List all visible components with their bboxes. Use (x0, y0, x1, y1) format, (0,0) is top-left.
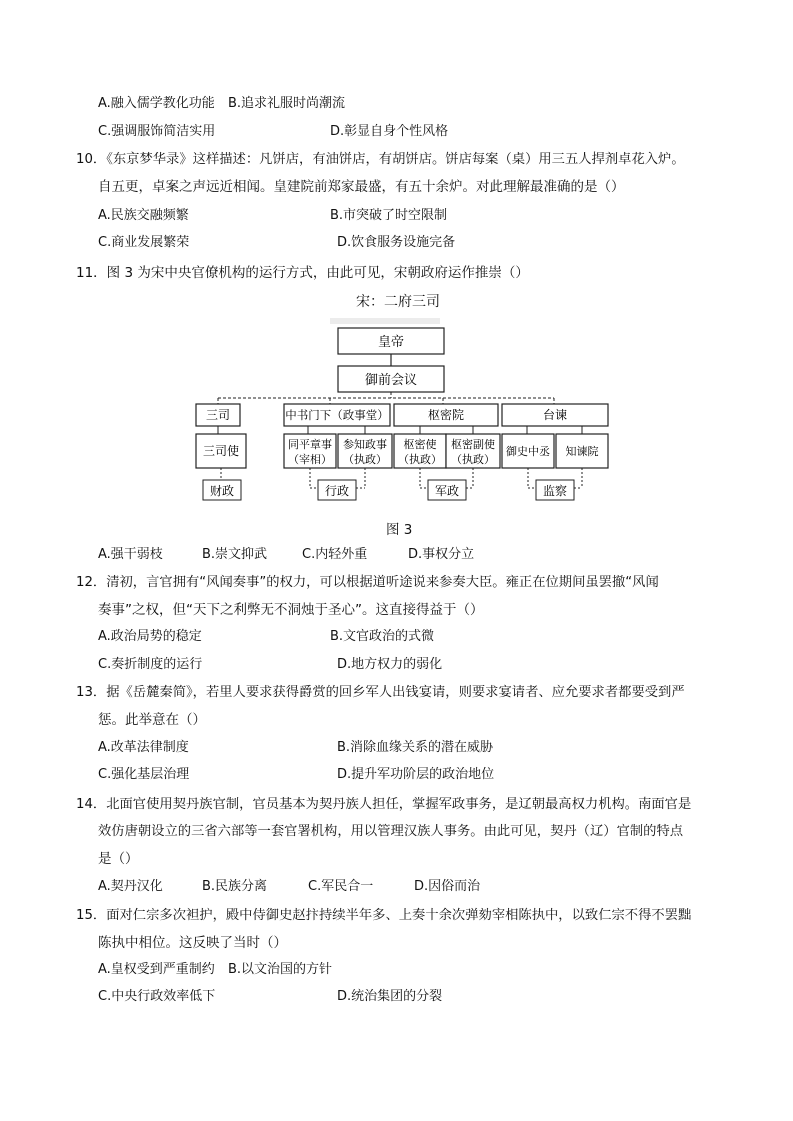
q12-option-a: A.政治局势的稳定 (98, 629, 202, 644)
official-tongpingzhangshi-note: （宰相） (288, 453, 332, 466)
q12-option-d: D.地方权力的弱化 (337, 657, 443, 672)
q14-option-c: C.军民合一 (308, 879, 374, 894)
q10-option-a: A.民族交融频繁 (98, 208, 189, 223)
q13-stem-line2: 惩。此举意在（） (98, 712, 206, 728)
q14-stem-line2: 效仿唐朝设立的三省六部等一套官署机构，用以管理汉族人事务。由此可见，契丹（辽）官制的特点 (98, 824, 684, 839)
q10-option-c: C.商业发展繁荣 (98, 235, 190, 250)
q14-stem-line3: 是（） (98, 851, 139, 867)
q13-stem-line1: 13．据《岳麓秦简》，若里人要求获得爵赏的回乡军人出钱宴请，则要求宴请者、应允要求者都要受到严 (76, 685, 685, 700)
q13-option-b: B.消除血缘关系的潜在威胁 (337, 740, 494, 755)
official-canzhizhengshi-note: （执政） (343, 453, 387, 466)
branch-taijian-label: 台谏 (542, 408, 568, 422)
q15-option-b: B.以文治国的方针 (228, 962, 333, 977)
q11-stem-line1: 11．图 3 为宋中央官僚机构的运行方式，由此可见，宋朝政府运作推崇（） (76, 265, 529, 281)
q11-option-d: D.事权分立 (408, 547, 475, 562)
q12-stem-line2: 奏事”之权，但“天下之利弊无不洞烛于圣心”。这直接得益于（） (98, 602, 484, 618)
figure-caption: 图 3 (386, 522, 413, 538)
q11-option-c: C.内轻外重 (302, 547, 368, 562)
q12-stem-line1: 12．清初，言官拥有“风闻奏事”的权力，可以根据道听途说来参奏大臣。雍正在位期间虽罢撤“风闻 (76, 575, 659, 590)
q15-option-d: D.统治集团的分裂 (337, 989, 443, 1004)
official-canzhizhengshi-label: 参知政事 (343, 438, 387, 451)
official-shumishi-note: （执政） (398, 453, 442, 466)
function-junzheng-label: 军政 (434, 484, 460, 498)
q14-option-a: A.契丹汉化 (98, 879, 163, 894)
q9-option-d: D.彰显自身个性风格 (330, 124, 449, 139)
q13-option-c: C.强化基层治理 (98, 767, 190, 782)
official-shumifushi-note: （执政） (451, 453, 495, 466)
figure-title: 宋：二府三司 (356, 294, 440, 310)
branch-sansi-label: 三司 (205, 408, 231, 422)
q10-stem-line1: 10．《东京梦华录》这样描述：凡饼店，有油饼店，有胡饼店。饼店每案（桌）用三五人捍剂卓花入炉。 (76, 152, 685, 167)
q10-stem-line2: 自五更，卓案之声远近相闻。皇建院前郑家最盛，有五十余炉。对此理解最准确的是（） (98, 179, 625, 195)
q11-option-a: A.强干弱枝 (98, 547, 163, 562)
org-chart (190, 318, 610, 502)
q14-option-d: D.因俗而治 (414, 879, 481, 894)
branch-zhongshu-label: 中书门下（政事堂） (285, 408, 389, 422)
q9-option-c: C.强调服饰简洁实用 (98, 124, 216, 139)
q14-option-b: B.民族分离 (202, 879, 268, 894)
function-caizheng-label: 财政 (209, 484, 235, 498)
branch-shumi-label: 枢密院 (427, 408, 465, 422)
q15-option-c: C.中央行政效率低下 (98, 989, 216, 1004)
q15-option-a: A.皇权受到严重制约 (98, 962, 215, 977)
q10-option-b: B.市突破了时空限制 (330, 208, 448, 223)
function-xingzheng-label: 行政 (324, 484, 350, 498)
q15-stem-line1: 15．面对仁宗多次袒护，殿中侍御史赵抃持续半年多、上奏十余次弹劾宰相陈执中，以致仁宗不得不罢黜 (76, 908, 692, 923)
q13-option-a: A.改革法律制度 (98, 740, 189, 755)
q9-option-a: A.融入儒学教化功能 (98, 96, 215, 111)
official-zhijianyuan-label: 知谏院 (565, 445, 599, 458)
emperor-label: 皇帝 (377, 335, 405, 350)
official-shumifushi-label: 枢密副使 (451, 438, 495, 451)
official-yushizhongcheng-label: 御史中丞 (506, 445, 550, 458)
official-tongpingzhangshi-label: 同平章事 (288, 438, 332, 451)
q14-stem-line1: 14．北面官使用契丹族官制，官员基本为契丹族人担任，掌握军政事务，是辽朝最高权力机构。南面官是 (76, 797, 692, 812)
council-label: 御前会议 (364, 373, 418, 388)
official-sansishi-label: 三司使 (202, 444, 240, 458)
q11-option-b: B.崇文抑武 (202, 547, 268, 562)
function-jiancha-label: 监察 (542, 484, 568, 498)
q13-option-d: D.提升军功阶层的政治地位 (337, 767, 495, 782)
q12-option-b: B.文官政治的式微 (330, 629, 435, 644)
official-shumishi-label: 枢密使 (403, 438, 437, 451)
q12-option-c: C.奏折制度的运行 (98, 657, 203, 672)
q15-stem-line2: 陈执中相位。这反映了当时（） (98, 935, 287, 951)
q10-option-d: D.饮食服务设施完备 (337, 235, 456, 250)
q9-option-b: B.追求礼服时尚潮流 (228, 96, 346, 111)
